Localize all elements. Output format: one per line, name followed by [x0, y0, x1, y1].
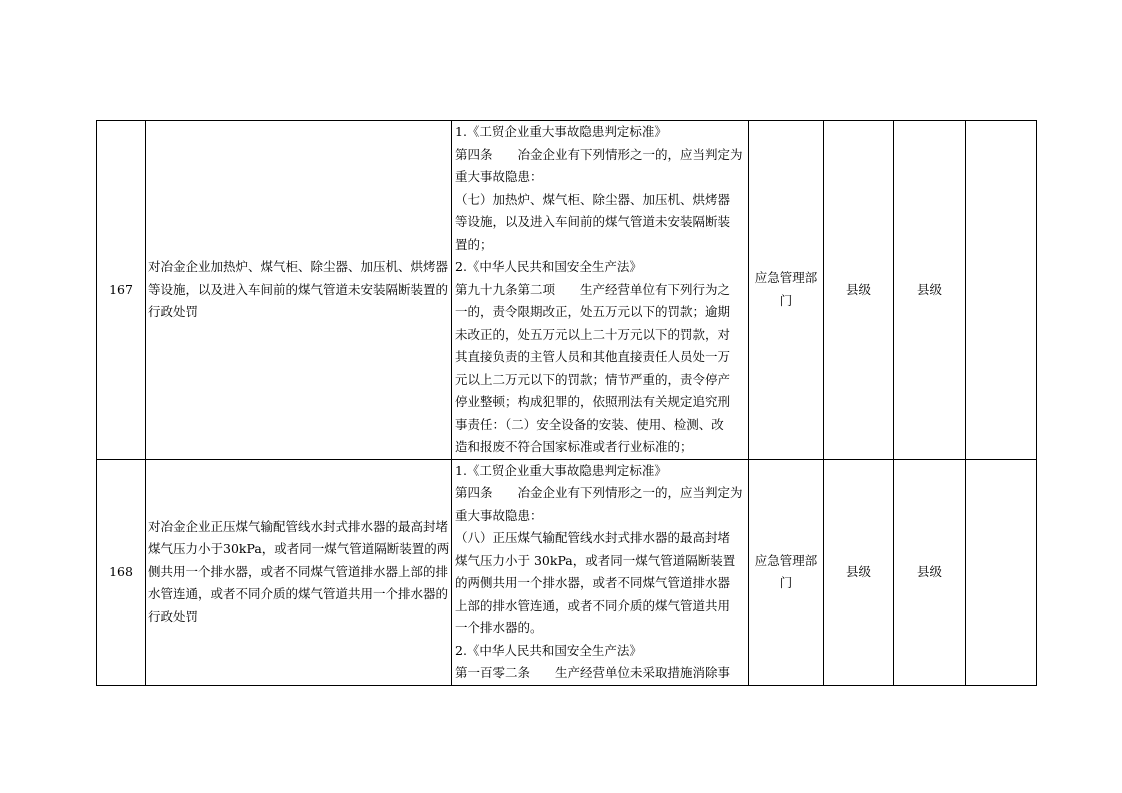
basis-line: 事责任：（二）安全设备的安装、使用、检测、改: [455, 416, 724, 432]
item-name-text: 对冶金企业加热炉、煤气柜、除尘器、加压机、烘烤器等设施，以及进入车间前的煤气管道未安装隔断装置的行政处罚: [148, 259, 449, 319]
remark-cell: [966, 121, 1037, 460]
basis-line: 的两侧共用一个排水器，或者不同煤气管道排水器: [455, 575, 731, 590]
level-b-cell: 县级: [894, 459, 966, 685]
basis-line: 等设施，以及进入车间前的煤气管道未安装隔断装: [455, 214, 731, 229]
level-a-cell: 县级: [824, 459, 894, 685]
penalty-table: [96, 120, 1037, 686]
basis-line: 重大事故隐患：: [455, 507, 543, 523]
basis-line: 一个排水器的。: [455, 620, 543, 635]
basis-line: 停业整顿；构成犯罪的，依照刑法有关规定追究刑: [455, 394, 731, 409]
basis-line: 2.《中华人民共和国安全生产法》: [455, 259, 642, 274]
level-a-cell: 县级: [824, 121, 894, 460]
basis-line: 未改正的，处五万元以上二十万元以下的罚款，对: [455, 326, 731, 342]
basis-line: （七）加热炉、煤气柜、除尘器、加压机、烘烤器: [455, 191, 731, 207]
table-row: [97, 121, 1037, 460]
basis-line: 置的；: [455, 236, 493, 252]
basis-line: 造和报废不符合国家标准或者行业标准的；: [455, 439, 693, 454]
basis-line: 2.《中华人民共和国安全生产法》: [455, 642, 642, 658]
basis-line: 一的，责令限期改正，处五万元以下的罚款；逾期: [455, 304, 731, 319]
level-b-cell: 县级: [894, 121, 966, 460]
row-number-cell: 168: [97, 459, 146, 685]
legal-basis-cell: [452, 121, 749, 460]
basis-line: 煤气压力小于 30kPa，或者同一煤气管道隔断装置: [455, 552, 736, 568]
basis-line: 上部的排水管连通，或者不同介质的煤气管道共用: [455, 597, 731, 613]
basis-line: 其直接负责的主管人员和其他直接责任人员处一万: [455, 349, 731, 364]
basis-line: （八）正压煤气输配管线水封式排水器的最高封堵: [455, 530, 731, 545]
department-cell: [749, 121, 824, 460]
basis-line: 重大事故隐患：: [455, 169, 543, 184]
basis-line: 1.《工贸企业重大事故隐患判定标准》: [455, 124, 667, 139]
basis-line: 第一百零二条 生产经营单位未采取措施消除事: [455, 665, 731, 680]
basis-line: 第四条 冶金企业有下列情形之一的，应当判定为: [455, 146, 743, 162]
basis-line: 第四条 冶金企业有下列情形之一的，应当判定为: [455, 485, 743, 500]
department-text: 应急管理部门: [754, 270, 818, 308]
remark-cell: [966, 459, 1037, 685]
row-number-cell: 167: [97, 121, 146, 460]
item-name-cell: [146, 121, 452, 460]
legal-basis-cell: [452, 459, 749, 685]
department-text: 应急管理部门: [754, 552, 818, 590]
basis-line: 1.《工贸企业重大事故隐患判定标准》: [455, 462, 667, 478]
basis-line: 元以上二万元以下的罚款；情节严重的，责令停产: [455, 371, 731, 387]
basis-line: 第九十九条第二项 生产经营单位有下列行为之: [455, 281, 731, 297]
item-name-cell: [146, 459, 452, 685]
item-name-text: 对冶金企业正压煤气输配管线水封式排水器的最高封堵煤气压力小于30kPa，或者同一煤气管道隔断装置的两侧共用一个排水器，或者不同煤气管道排水器上部的排水管连通，或者不同介质的煤气管道共用一个排水器的行政处罚: [148, 518, 450, 624]
department-cell: [749, 459, 824, 685]
table-row: [97, 459, 1037, 685]
